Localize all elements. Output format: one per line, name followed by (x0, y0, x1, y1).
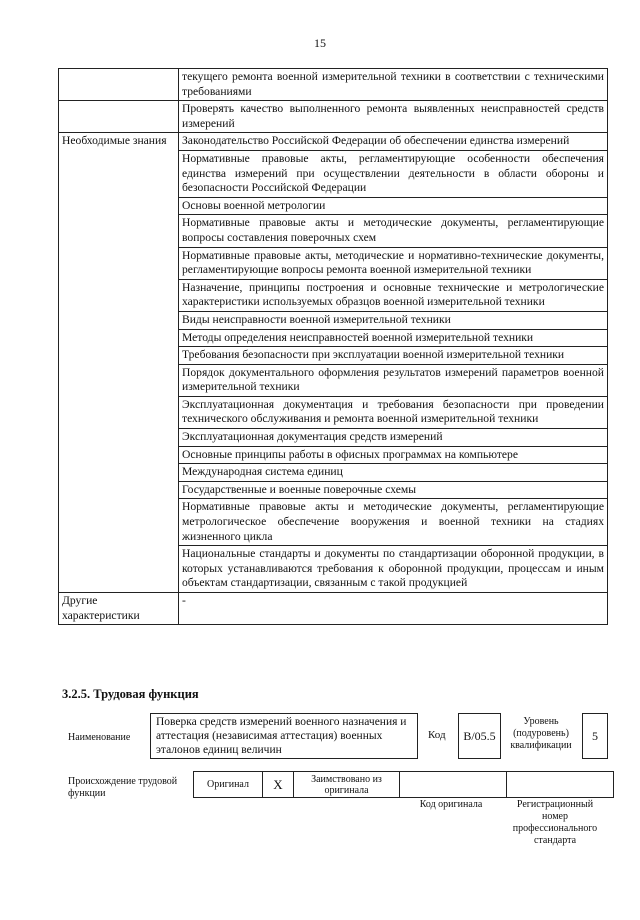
table-cell: Проверять качество выполненного ремонта выявленных неисправностей средств измерений (179, 101, 608, 133)
original-mark: X (263, 772, 294, 798)
knowledge-item: Основы военной метрологии (179, 197, 608, 215)
name-label: Наименование (68, 732, 131, 743)
function-code-field: В/05.5 (458, 713, 501, 759)
knowledge-item: Методы определения неисправностей военной измерительной техники (179, 329, 608, 347)
knowledge-label: Необходимые знания (59, 133, 179, 593)
knowledge-item: Законодательство Российской Федерации об обеспечении единства измерений (179, 133, 608, 151)
original-label-cell: Оригинал (194, 772, 263, 798)
reg-number-label: Регистрационный номер профессионального стандарта (512, 799, 598, 846)
knowledge-item: Нормативные правовые акты, регламентирующие особенности обеспечения единства измерений при осуществлении деятельности в области обороны и безопасности Российской Федерации (179, 150, 608, 197)
reg-number-cell (507, 772, 614, 798)
code-original-cell (400, 772, 507, 798)
knowledge-item: Порядок документального оформления результатов измерений параметров военной измерительной техники (179, 364, 608, 396)
origin-label: Происхождение трудовой функции (68, 776, 178, 799)
requirements-table (58, 68, 608, 625)
table-row (59, 593, 608, 625)
function-name-field: Поверка средств измерений военного назначения и аттестация (независимая аттестация) военных эталонов единиц величин (150, 713, 418, 759)
level-label: Уровень (подуровень) квалификации (510, 716, 572, 751)
knowledge-item: Виды неисправности военной измерительной техники (179, 311, 608, 329)
knowledge-item: Нормативные правовые акты и методические документы, регламентирующие вопросы составления поверочных схем (179, 215, 608, 247)
section-title: 3.2.5. Трудовая функция (62, 687, 199, 701)
code-original-label: Код оригинала (419, 799, 483, 810)
knowledge-item: Эксплуатационная документация средств измерений (179, 429, 608, 447)
borrowed-label-cell: Заимствовано из оригинала (294, 772, 400, 798)
knowledge-item: Государственные и военные поверочные схемы (179, 481, 608, 499)
origin-table (193, 771, 614, 798)
table-row (59, 133, 608, 151)
knowledge-item: Основные принципы работы в офисных программах на компьютере (179, 446, 608, 464)
knowledge-item: Нормативные правовые акты, методические и нормативно-технические документы, регламентирующие вопросы ремонта военной измерительной техники (179, 247, 608, 279)
other-value: - (179, 593, 608, 625)
knowledge-item: Требования безопасности при эксплуатации военной измерительной техники (179, 347, 608, 365)
knowledge-item: Эксплуатационная документация и требования безопасности при проведении технического обслуживания и ремонта военной измерительной техники (179, 396, 608, 428)
knowledge-item: Международная система единиц (179, 464, 608, 482)
knowledge-item: Назначение, принципы построения и основные технические и метрологические характеристики используемых образцов военной измерительной техники (179, 279, 608, 311)
empty-label-cell (59, 101, 179, 133)
knowledge-item: Нормативные правовые акты и методические документы, регламентирующие метрологическое обеспечение вооружения и военной техники на стадиях жизненного цикла (179, 499, 608, 546)
table-row (59, 101, 608, 133)
table-row (194, 772, 614, 798)
knowledge-item: Национальные стандарты и документы по стандартизации оборонной продукции, в которых устанавливаются требования к оборонной продукции, процессам и иным объектам стандартизации, связанным с такой продукцией (179, 546, 608, 593)
other-label: Другие характеристики (59, 593, 179, 625)
empty-label-cell (59, 69, 179, 101)
table-row (59, 69, 608, 101)
level-field: 5 (582, 713, 608, 759)
table-cell: текущего ремонта военной измерительной техники в соответствии с техническими требованиями (179, 69, 608, 101)
code-label: Код (428, 729, 446, 741)
page-number: 15 (314, 36, 326, 50)
